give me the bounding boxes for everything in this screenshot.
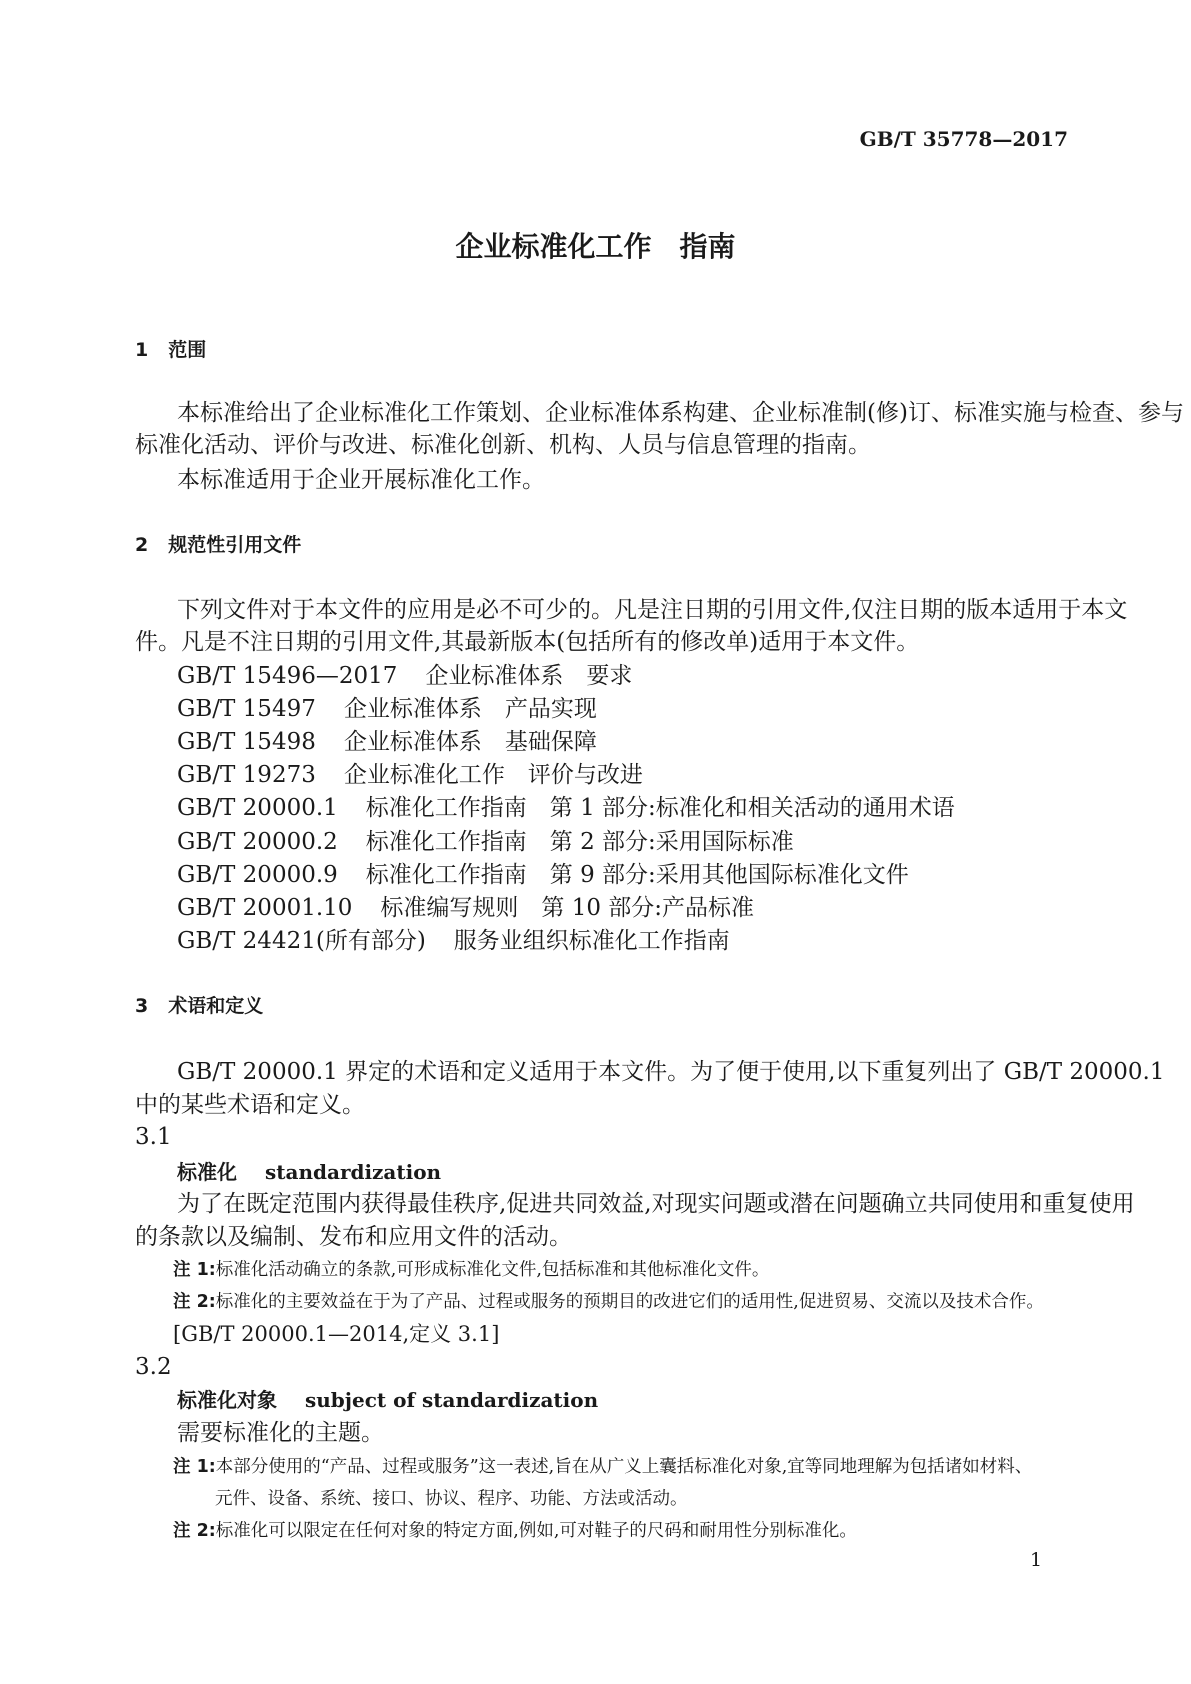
term-heading: 标准化 standardization [177,1160,442,1184]
reference-item [177,893,754,923]
reference-item [177,727,597,757]
reference-title: 企业标准体系 基础保障 [343,729,597,755]
reference-item [177,860,909,890]
reference-title: 标准编写规则 第 10 部分:产品标准 [380,895,755,921]
paragraph-line: 下列文件对于本文件的应用是必不可少的。凡是注日期的引用文件,仅注日期的版本适用于本文 [177,597,1128,623]
reference-item [177,760,643,790]
note: 注 1:标准化活动确立的条款,可形成标准化文件,包括标准和其他标准化文件。 [173,1260,770,1280]
reference-code: GB/T 15498 [177,729,316,755]
reference-item [177,694,597,724]
page-title [0,232,1191,262]
reference-code: GB/T 20001.10 [177,895,353,921]
definition-line: 为了在既定范围内获得最佳秩序,促进共同效益,对现实问题或潜在问题确立共同使用和重复使用 [177,1191,1135,1217]
term-source: [GB/T 20000.1—2014,定义 3.1] [173,1322,500,1346]
reference-title: 标准化工作指南 第 9 部分:采用其他国际标准化文件 [365,862,909,888]
reference-code: GB/T 24421(所有部分) [177,928,426,954]
definition-line: 需要标准化的主题。 [177,1420,384,1446]
reference-code: GB/T 20000.2 [177,829,338,855]
note-continuation: 元件、设备、系统、接口、协议、程序、功能、方法或活动。 [215,1489,688,1509]
reference-title: 标准化工作指南 第 1 部分:标准化和相关活动的通用术语 [365,795,955,821]
reference-title: 企业标准体系 要求 [425,663,633,689]
reference-item [177,661,632,691]
reference-code: GB/T 20000.9 [177,862,338,888]
term-number: 3.2 [135,1354,172,1380]
reference-code: GB/T 19273 [177,762,316,788]
paragraph: 本标准适用于企业开展标准化工作。 [177,467,545,493]
section-3-heading: 3 术语和定义 [135,995,264,1017]
reference-title: 企业标准体系 产品实现 [343,696,597,722]
paragraph-line: 本标准给出了企业标准化工作策划、企业标准体系构建、企业标准制(修)订、标准实施与检查、参与 [177,400,1184,426]
title-sub: 指南 [679,230,736,263]
reference-item [177,926,730,956]
reference-title: 企业标准化工作 评价与改进 [343,762,643,788]
section-1-heading: 1 范围 [135,339,207,361]
reference-code: GB/T 15497 [177,696,316,722]
title-main: 企业标准化工作 [455,230,652,263]
document-number: GB/T 35778—2017 [859,127,1068,151]
reference-title: 服务业组织标准化工作指南 [453,928,730,954]
definition-line: 的条款以及编制、发布和应用文件的活动。 [135,1224,572,1250]
term-number: 3.1 [135,1124,172,1150]
reference-title: 标准化工作指南 第 2 部分:采用国际标准 [365,829,794,855]
reference-item [177,793,955,823]
paragraph-line: GB/T 20000.1 界定的术语和定义适用于本文件。为了便于使用,以下重复列出了 GB/T 20000.1 [177,1059,1165,1085]
note: 注 2:标准化的主要效益在于为了产品、过程或服务的预期目的改进它们的适用性,促进贸易、交流以及技术合作。 [173,1292,1044,1312]
reference-code: GB/T 15496—2017 [177,663,398,689]
paragraph-line: 件。凡是不注日期的引用文件,其最新版本(包括所有的修改单)适用于本文件。 [135,629,920,655]
paragraph-line: 中的某些术语和定义。 [135,1092,365,1118]
page-number: 1 [1030,1549,1043,1571]
reference-code: GB/T 20000.1 [177,795,338,821]
note: 注 2:标准化可以限定在任何对象的特定方面,例如,可对鞋子的尺码和耐用性分别标准化。 [173,1521,857,1541]
reference-item [177,827,794,857]
paragraph-line: 标准化活动、评价与改进、标准化创新、机构、人员与信息管理的指南。 [135,432,871,458]
section-2-heading: 2 规范性引用文件 [135,534,302,556]
term-heading: 标准化对象 subject of standardization [177,1388,599,1412]
note: 注 1:本部分使用的“产品、过程或服务”这一表述,旨在从广义上囊括标准化对象,宜等同地理解为包括诸如材料、 [173,1457,1033,1477]
